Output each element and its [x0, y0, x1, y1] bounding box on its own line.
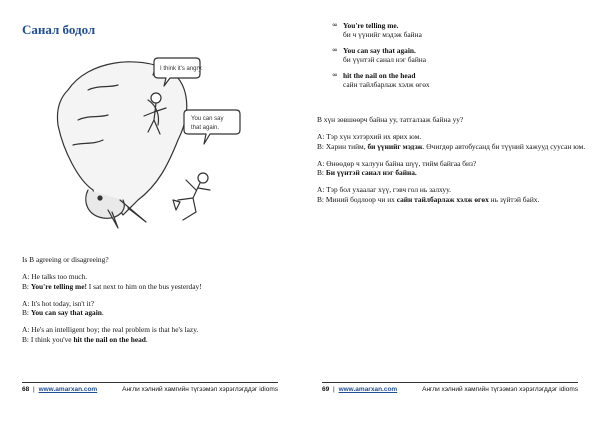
- right-page: [300, 0, 600, 423]
- dialogue-3-a: A: Тэр бол ухаалаг хүү, гэвч гол нь залхуу.: [317, 185, 451, 195]
- exercise-english: [22, 255, 284, 344]
- bubble-agree-line-1: You can say: [191, 116, 224, 122]
- footer: [22, 382, 278, 398]
- footer-separator: |: [33, 386, 35, 393]
- page-number: 69: [322, 386, 330, 393]
- idiom-item: [332, 21, 430, 39]
- dialogue-3-b: B: I think you've hit the nail on the head.: [22, 334, 148, 344]
- infinity-bullet-icon: ∞: [332, 71, 338, 79]
- bubble-agree-line-2: that again.: [191, 125, 220, 131]
- exercise-question: Is B agreeing or disagreeing?: [22, 255, 109, 264]
- site-link[interactable]: www.amarxan.com: [338, 386, 398, 393]
- dialogue-1-a: A: Тэр хүн хэтэрхий их ярих юм.: [317, 132, 422, 142]
- dialogue-3-b: B: Миний бодлоор чи их сайн тайлбарлаж хэлж өгөх нь зүйтэй байх.: [317, 194, 540, 204]
- dialogue-1-b: B: You're telling me! I sat next to him on the bus yesterday!: [22, 281, 202, 291]
- book-title: Англи хэлний хамгийн түгээмэл хэрэглэгддэг idioms: [422, 386, 578, 393]
- idiom-mongolian: би ч үүнийг мэдэж байна: [343, 30, 422, 39]
- exercise-mongolian: [317, 115, 587, 204]
- page-number: 68: [22, 386, 30, 393]
- page-title: Санал бодол: [22, 22, 96, 37]
- book-title: Англи хэлний хамгийн түгээмэл хэрэглэгддэг idioms: [122, 386, 278, 393]
- idiom-item: [332, 46, 430, 64]
- infinity-bullet-icon: ∞: [332, 46, 338, 54]
- dialogue-2-b: B: Би үүнтэй санал нэг байна.: [317, 168, 417, 178]
- dialogue-3-a: A: He's an intelligent boy; the real problem is that he's lazy.: [22, 325, 199, 335]
- exercise-question: В хүн зөвшөөрч байна уу, татгалзаж байна уу?: [317, 115, 464, 124]
- idiom-english: hit the nail on the head: [343, 71, 416, 80]
- idiom-mongolian: би үүнтэй санал нэг байна: [343, 55, 427, 64]
- idiom-english: You're telling me.: [343, 21, 399, 30]
- rhino-cartoon-illustration: [28, 50, 250, 240]
- bubble-angry-text: I think it's angry.: [160, 66, 203, 72]
- idiom-list: [332, 21, 430, 96]
- idiom-mongolian: сайн тайлбарлаж хэлж өгөх: [343, 80, 430, 89]
- footer-separator: |: [333, 386, 335, 393]
- infinity-bullet-icon: ∞: [332, 21, 338, 29]
- dialogue-2-a: A: Өнөөдөр ч халуун байна шүү, тийм байгаа биз?: [317, 158, 477, 168]
- site-link[interactable]: www.amarxan.com: [38, 386, 98, 393]
- dialogue-1-b: B: Харин тийм, би үүнийг мэдэж. Өчигдөр автобусанд би түүний хажууд суусан юм.: [317, 141, 586, 151]
- idiom-item: [332, 71, 430, 89]
- idiom-english: You can say that again.: [343, 46, 416, 55]
- dialogue-2-a: A: It's hot today, isn't it?: [22, 298, 95, 308]
- dialogue-2-b: B: You can say that again.: [22, 308, 104, 318]
- footer: [322, 382, 578, 398]
- dialogue-1-a: A: He talks too much.: [22, 272, 88, 282]
